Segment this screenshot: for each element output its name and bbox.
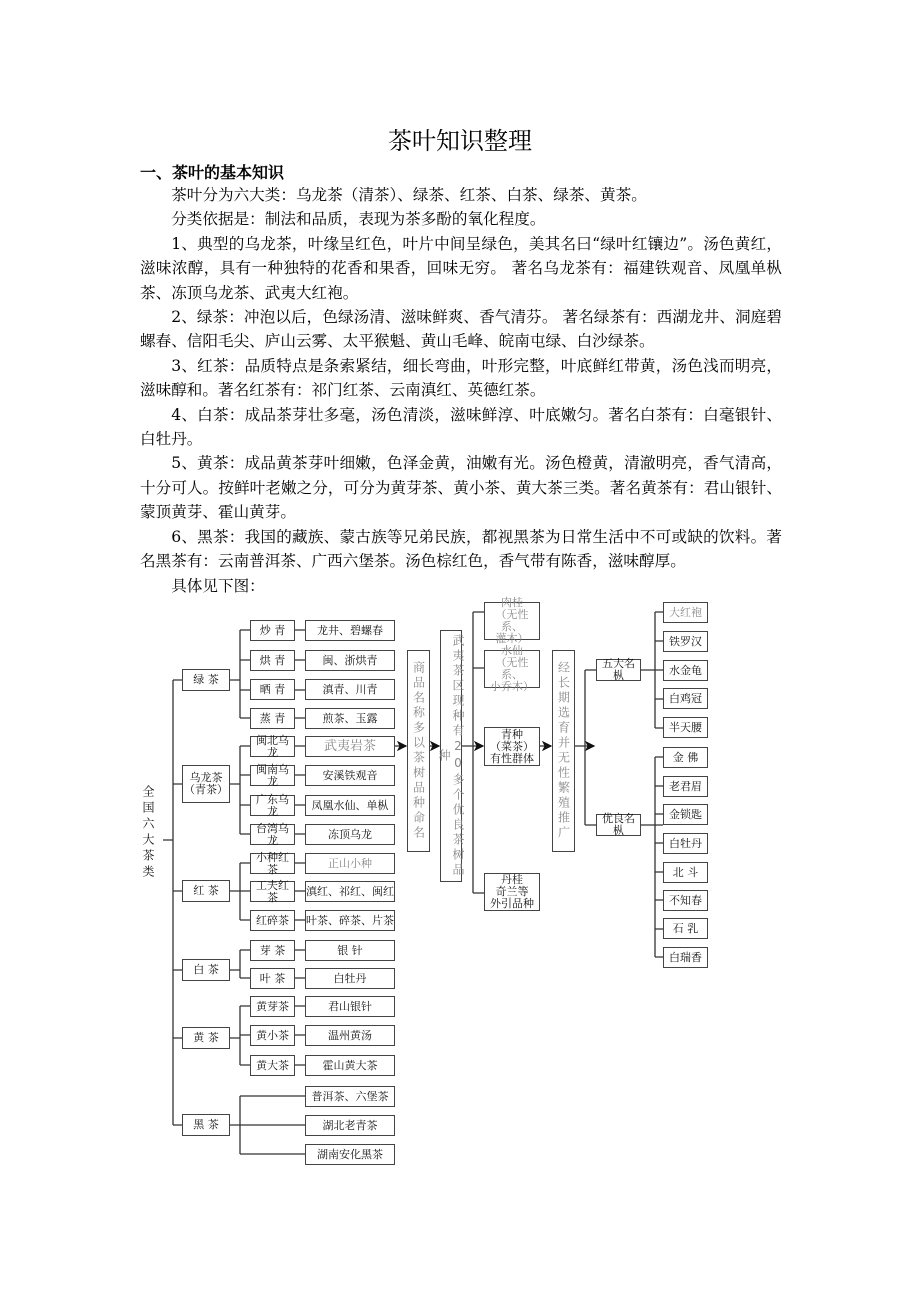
diagram-node-g4: 白鸡冠	[663, 688, 708, 709]
paragraph-white: 4、白茶：成品茶芽壮多毫，汤色清淡，滋味鲜淳、叶底嫩匀。著名白茶有：白毫银针、白牡丹。	[140, 405, 782, 449]
diagram-node-wl: 乌龙茶 （青茶）	[182, 765, 230, 803]
paragraph-dark: 6、黑茶：我国的藏族、蒙古族等兄弟民族，都视黑茶为日常生活中不可或缺的饮料。著名黑茶有：云南普洱茶、广西六堡茶。汤色棕红色，香气带有陈香，滋味醇厚。	[140, 527, 782, 571]
diagram-node-d16: 霍山黄大茶	[305, 1055, 395, 1076]
diagram-node-g2: 铁罗汉	[663, 631, 708, 652]
diagram-node-g7: 老君眉	[663, 776, 708, 797]
diagram-node-f2: 优良名枞	[596, 814, 641, 836]
paragraph-intro: 茶叶分为六大类：乌龙茶（清茶）、绿茶、红茶、白茶、绿茶、黄茶。	[171, 186, 647, 204]
diagram-node-e4: 丹桂 奇兰等 外引品种	[484, 873, 540, 911]
diagram-node-g9: 白牡丹	[663, 833, 708, 854]
diagram-node-lv: 绿 茶	[182, 669, 230, 691]
diagram-node-c4: 蒸 青	[250, 708, 295, 729]
diagram-node-g3: 水金龟	[663, 660, 708, 681]
diagram-node-c10: 工夫红茶	[250, 881, 295, 902]
diagram-node-d17: 普洱茶、六堡茶	[305, 1086, 395, 1107]
diagram-node-c15: 黄小茶	[250, 1025, 295, 1046]
diagram-root-label: 全国六大茶类	[141, 785, 155, 881]
diagram-node-huang: 黄 茶	[182, 1027, 230, 1049]
diagram-node-c5: 闽北乌龙	[250, 736, 295, 757]
diagram-node-v1: 商品名称多以茶树品种命名	[407, 650, 430, 852]
diagram-node-f1: 五大名枞	[596, 659, 641, 681]
diagram-node-d8: 冻顶乌龙	[305, 824, 395, 845]
diagram-node-g11: 不知春	[663, 890, 708, 911]
diagram-node-d18: 湖北老青茶	[305, 1115, 395, 1136]
document-title: 茶叶知识整理	[388, 127, 532, 155]
diagram-node-c13: 叶 茶	[250, 968, 295, 989]
diagram-node-c3: 晒 青	[250, 679, 295, 700]
diagram-node-hei: 黑 茶	[182, 1114, 230, 1136]
diagram-node-g6: 金 佛	[663, 747, 708, 768]
diagram-node-hong: 红 茶	[182, 880, 230, 902]
diagram-node-e2: 水仙 （无性系、 小乔木）	[484, 650, 540, 688]
paragraph-yellow: 5、黄茶：成品黄茶芽叶细嫩，色泽金黄，油嫩有光。汤色橙黄，清澈明亮，香气清高，十分可人。按鲜叶老嫩之分，可分为黄芽茶、黄小茶、黄大茶三类。著名黄茶有：君山银针、蒙顶黄芽、霍山黄芽。	[140, 454, 782, 522]
diagram-node-d2: 闽、浙烘青	[305, 650, 395, 671]
diagram-node-c12: 芽 茶	[250, 940, 295, 961]
diagram-node-v2: 武夷茶区现种有20多个优良茶树品种	[440, 630, 462, 882]
diagram-node-v3: 经长期选育并无性繁殖推广	[552, 650, 575, 852]
diagram-node-c6: 闽南乌龙	[250, 765, 295, 786]
paragraph-green: 2、绿茶：冲泡以后，色绿汤清、滋味鲜爽、香气清芬。 著名绿茶有：西湖龙井、洞庭碧螺春、信阳毛尖、庐山云雾、太平猴魁、黄山毛峰、皖南屯绿、白沙绿茶。	[140, 308, 782, 351]
diagram-node-g13: 白瑞香	[663, 947, 708, 968]
diagram-node-c14: 黄芽茶	[250, 996, 295, 1017]
paragraph-see-figure: 具体见下图：	[171, 576, 265, 595]
diagram-node-e1: 肉桂 （无性系、 灌木）	[484, 602, 540, 640]
diagram-node-c2: 烘 青	[250, 650, 295, 671]
diagram-node-d14: 君山银针	[305, 996, 395, 1017]
diagram-node-d5: 武夷岩茶	[305, 736, 395, 757]
paragraph-oolong: 1、典型的乌龙茶，叶缘呈红色，叶片中间呈绿色，美其名曰“绿叶红镶边”。汤色黄红，滋味浓醇，具有一种独特的花香和果香，回味无穷。 著名乌龙茶有：福建铁观音、凤凰单枞茶、冻顶乌龙茶、武夷大红袍。	[140, 234, 782, 302]
diagram-node-c9: 小种红茶	[250, 853, 295, 874]
diagram-node-e3: 青种 （菜茶） 有性群体	[484, 727, 540, 766]
diagram-node-g10: 北 斗	[663, 862, 708, 883]
diagram-node-d13: 白牡丹	[305, 968, 395, 989]
diagram-node-d9: 正山小种	[305, 853, 395, 874]
diagram-node-g5: 半天腰	[663, 717, 708, 738]
diagram-node-d6: 安溪铁观音	[305, 765, 395, 786]
diagram-node-d19: 湖南安化黑茶	[305, 1144, 395, 1165]
paragraph-black: 3、红茶：品质特点是条索紧结，细长弯曲，叶形完整，叶底鲜红带黄，汤色浅而明亮，滋味醇和。著名红茶有：祁门红茶、云南滇红、英德红茶。	[140, 356, 782, 400]
diagram-node-d10: 滇红、祁红、闽红	[305, 881, 395, 902]
diagram-node-g12: 石 乳	[663, 918, 708, 939]
diagram-node-g1: 大红袍	[663, 602, 708, 623]
diagram-node-d11: 叶茶、碎茶、片茶	[305, 910, 395, 931]
diagram-node-c1: 炒 青	[250, 620, 295, 641]
diagram-node-d7: 凤凰水仙、单枞	[305, 795, 395, 816]
diagram-node-d15: 温州黄汤	[305, 1025, 395, 1046]
paragraph-basis: 分类依据是：制法和品质，表现为茶多酚的氧化程度。	[171, 210, 546, 229]
diagram-node-d3: 滇青、川青	[305, 679, 395, 700]
diagram-node-d1: 龙井、碧螺春	[305, 620, 395, 641]
diagram-node-d12: 银 针	[305, 940, 395, 961]
diagram-node-c7: 广东乌龙	[250, 795, 295, 816]
diagram-node-c8: 台湾乌龙	[250, 824, 295, 845]
body-text	[140, 183, 782, 598]
section-heading: 一、茶叶的基本知识	[140, 163, 285, 182]
diagram-node-g8: 金锁匙	[663, 804, 708, 825]
diagram-node-d4: 煎茶、玉露	[305, 708, 395, 729]
diagram-node-c11: 红碎茶	[250, 910, 295, 931]
diagram-node-bai: 白 茶	[182, 959, 230, 981]
diagram-node-c16: 黄大茶	[250, 1055, 295, 1076]
